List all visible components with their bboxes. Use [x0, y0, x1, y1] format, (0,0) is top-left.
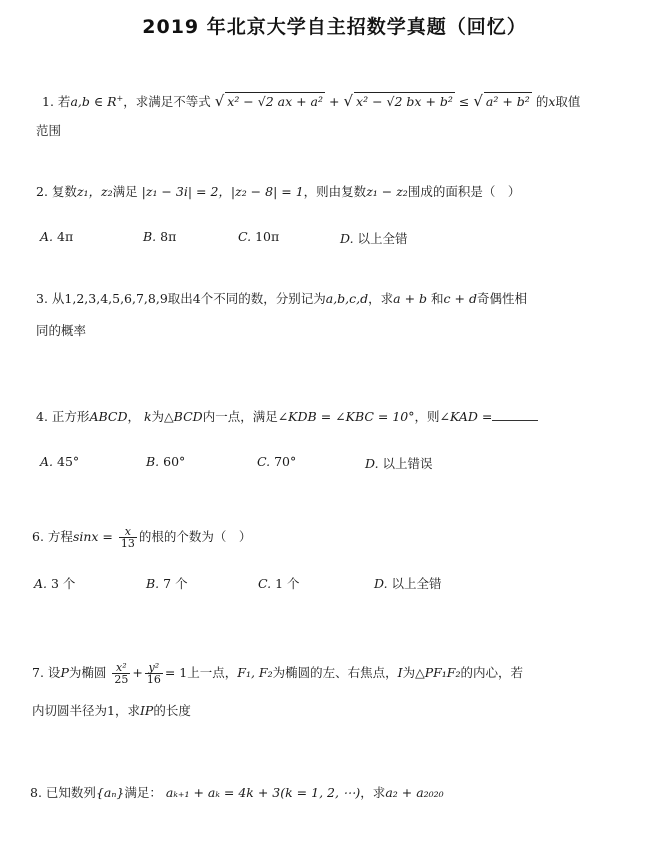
fraction: $\frac{x}{13}$ — [120, 525, 135, 550]
answer-blank — [492, 410, 538, 421]
question-number: 8. — [30, 785, 42, 800]
option-c: C. 10π — [238, 229, 280, 244]
question-number: 6. — [32, 529, 44, 544]
option-a: A. 45° — [40, 454, 80, 469]
fraction-y: $\frac{\text{y²}}{16}$ — [146, 661, 161, 686]
option-a: A. 3 个 — [34, 576, 76, 591]
question-6: 6. 方程sinx = $\frac{x}{13}$ 的根的个数为（ ） — [32, 525, 252, 550]
option-b: B. 60° — [146, 454, 186, 469]
question-7: 7. 设P为椭圆 $\frac{\text{x²}}{25}$ + $\frac{\text{y²}}{16}$ = 1上一点，F₁, F₂为椭圆的左、右焦点，I为△PF₁F₂的内心，若 — [32, 661, 523, 686]
question-number: 2. — [36, 184, 48, 199]
page-title: 2019 年北京大学自主招数学真题（回忆） — [142, 16, 527, 38]
question-1-line-2: 范围 — [36, 123, 62, 138]
option-d: D. 以上全错 — [340, 231, 408, 246]
radical-term-2: x² − √2 bx + b² — [356, 94, 453, 110]
question-8: 8. 已知数列{aₙ}满足： aₖ₊₁ + aₖ = 4k + 3(k = 1, 2, ⋯)，求a₂ + a₂₀₂₀ — [30, 785, 444, 800]
question-1: 1. 若a,b ∈ R+，求满足不等式 √ x² − √2 ax + a² + √ x² − √2 bx + b² ≤ √ a² + b² 的x取值 — [42, 92, 581, 111]
radical-term-1: x² − √2 ax + a² — [227, 94, 324, 110]
radical-term-3: a² + b² — [485, 94, 530, 110]
question-3: 3. 从1,2,3,4,5,6,7,8,9取出4个不同的数，分别记为a,b,c,d，求a + b 和c + d奇偶性相 — [36, 291, 527, 306]
question-2: 2. 复数z₁，z₂满足 |z₁ − 3i| = 2，|z₂ − 8| = 1，则由复数z₁ − z₂围成的面积是（ ） — [36, 184, 521, 199]
question-number: 3. — [36, 291, 48, 306]
option-b: B. 7 个 — [146, 576, 188, 591]
question-7-line-2: 内切圆半径为1，求IP的长度 — [32, 703, 191, 718]
option-d: D. 以上全错 — [374, 576, 442, 591]
option-a: A. 4π — [40, 229, 74, 244]
option-b: B. 8π — [143, 229, 177, 244]
question-number: 4. — [36, 409, 48, 424]
option-d: D. 以上错误 — [365, 456, 433, 471]
question-number: 7. — [32, 665, 44, 680]
question-4: 4. 正方形ABCD， k为△BCD内一点，满足∠KDB = ∠KBC = 10°，则∠KAD = — [36, 408, 538, 426]
option-c: C. 1 个 — [258, 576, 300, 591]
question-number: 1. — [42, 94, 54, 110]
fraction-x: $\frac{\text{x²}}{25}$ — [114, 661, 129, 686]
option-c: C. 70° — [257, 454, 297, 469]
question-3-line-2: 同的概率 — [36, 323, 87, 338]
